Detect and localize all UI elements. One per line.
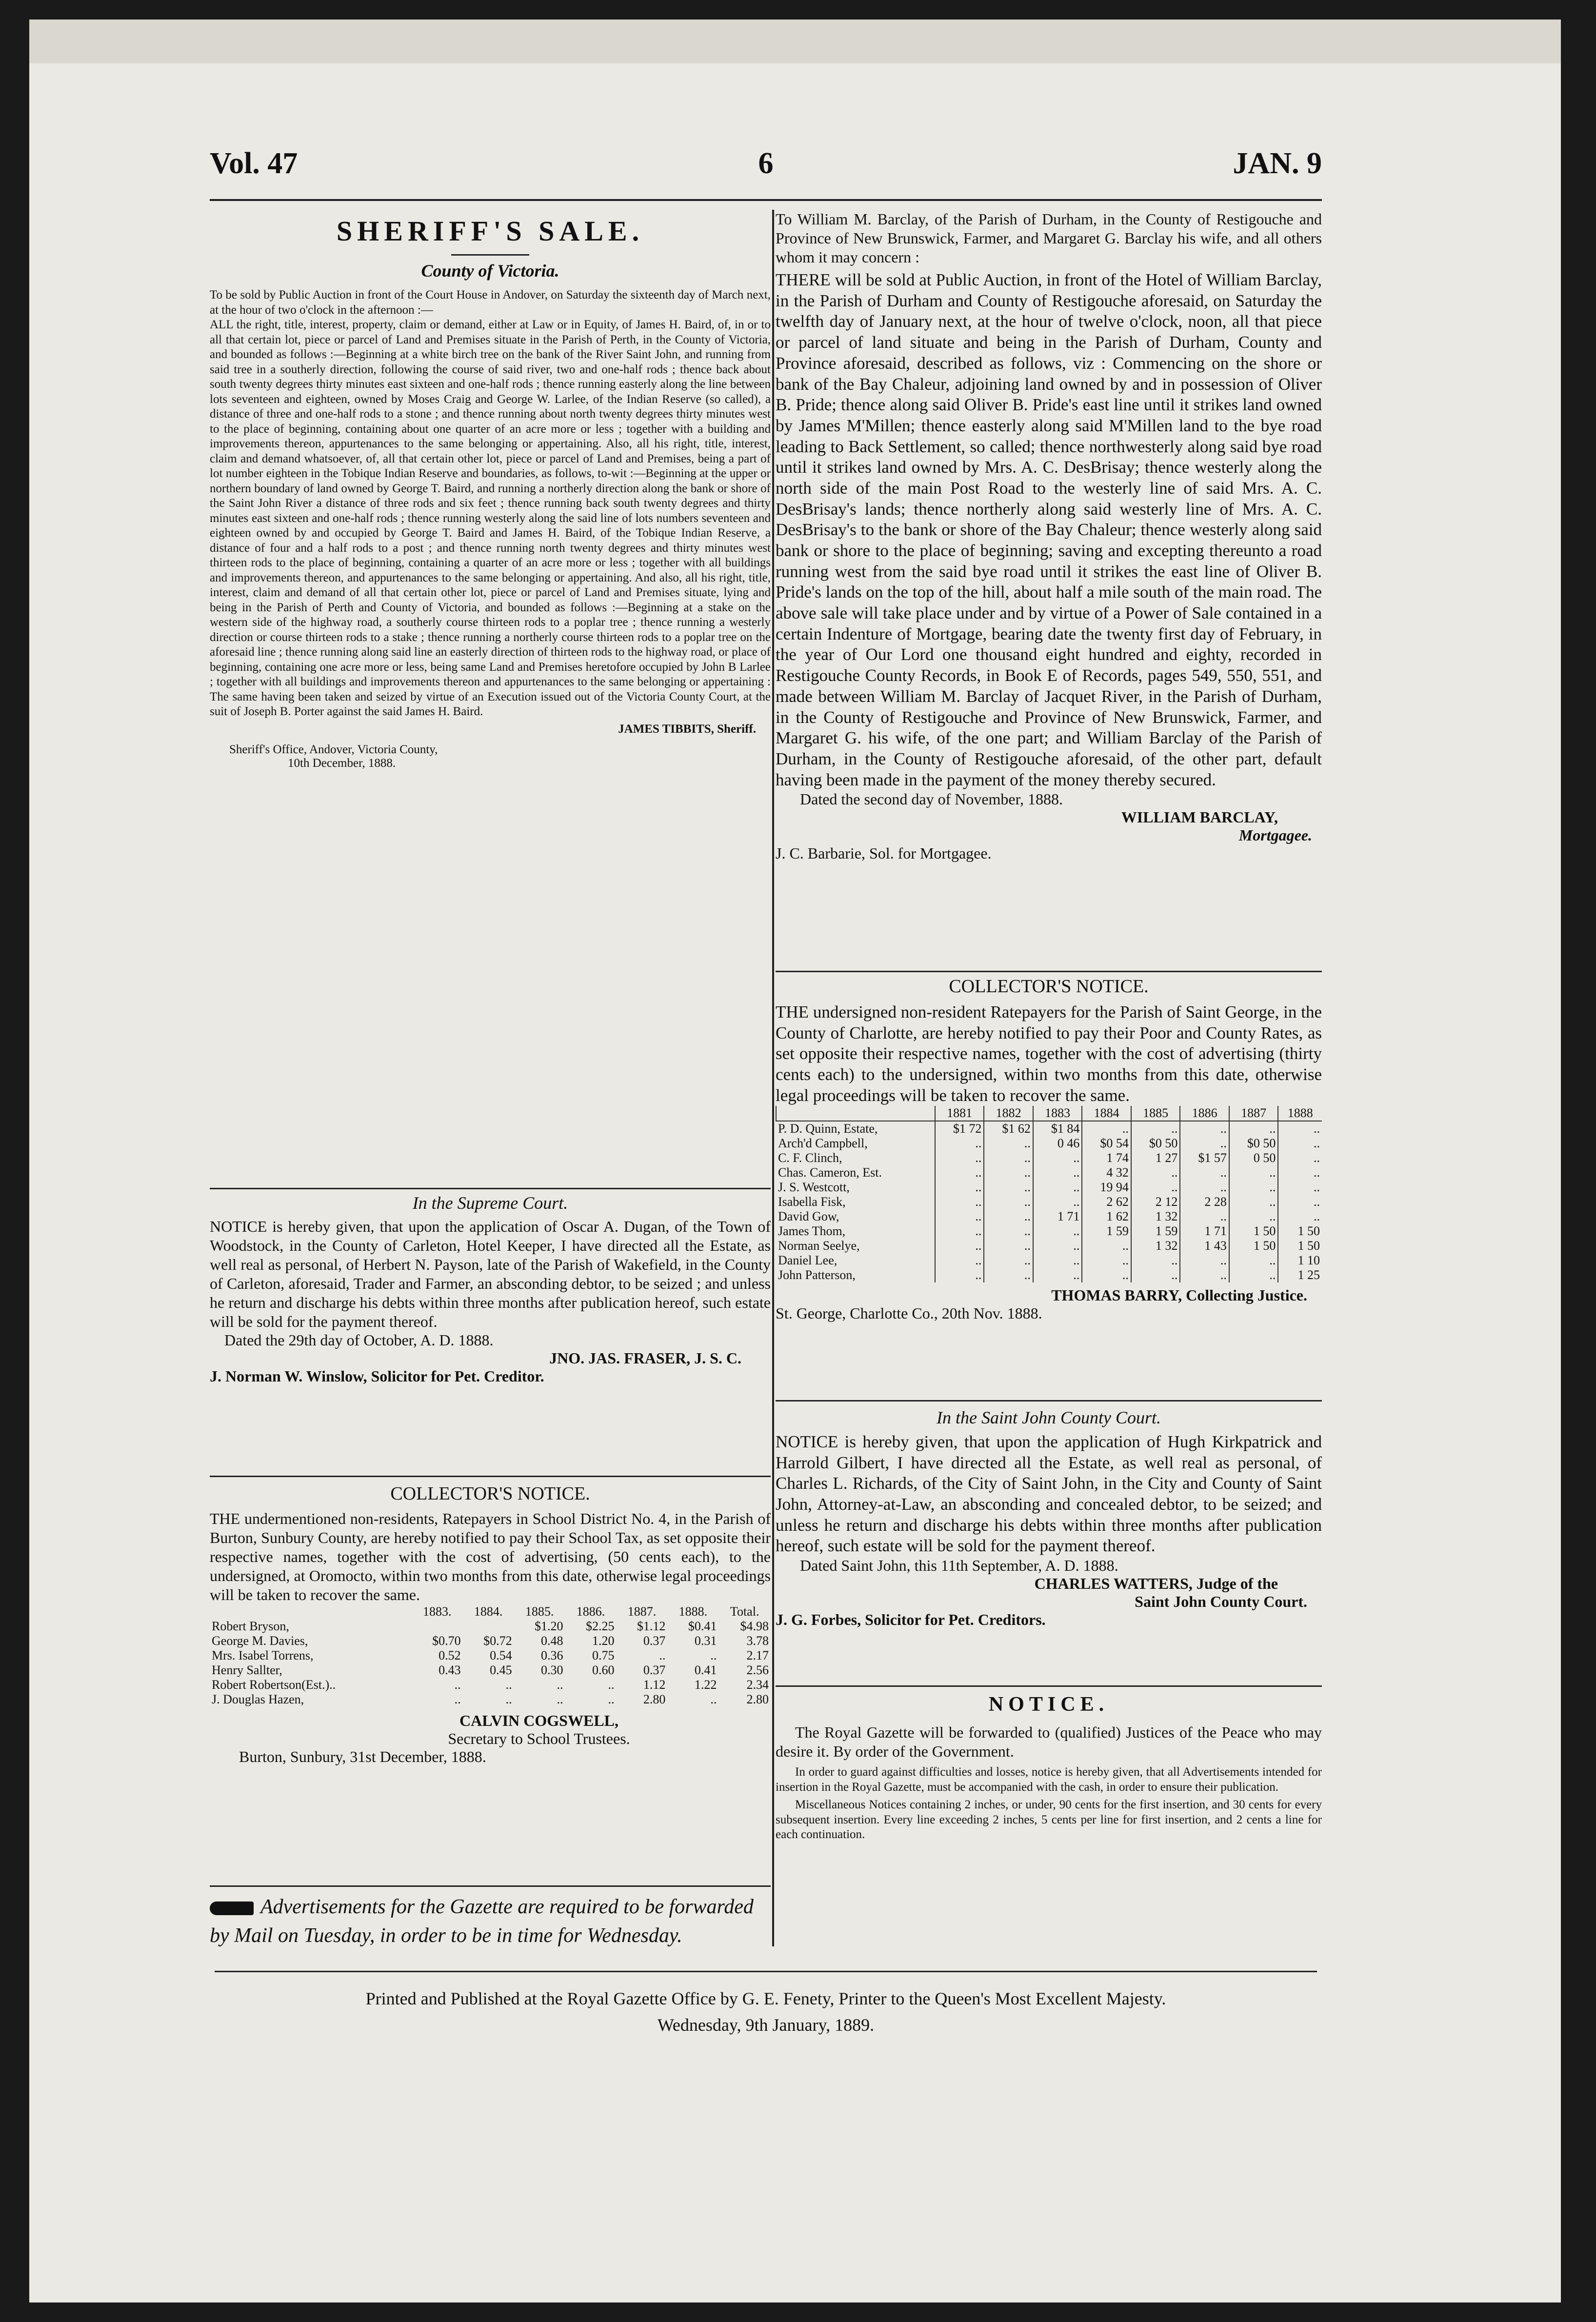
st-george-name-cell: J. S. Westcott, (778, 1180, 850, 1195)
mortgage-dated: Dated the second day of November, 1888. (800, 790, 1063, 808)
burton-name-cell: Robert Robertson(Est.).. (212, 1678, 336, 1692)
st-george-value-cell: .. (1229, 1195, 1278, 1209)
st-george-value-cell: .. (1131, 1180, 1180, 1195)
table-row (776, 1195, 1322, 1209)
mortgage-solicitor: J. C. Barbarie, Sol. for Mortgagee. (776, 844, 992, 862)
county-heading: County of Victoria. (421, 261, 559, 280)
saint-john-court: Saint John County Court. (1135, 1593, 1307, 1611)
st-george-value-cell: .. (1278, 1151, 1322, 1165)
burton-value-cell: 3.78 (746, 1634, 769, 1648)
footer-rule (215, 1971, 1317, 1972)
burton-tax-table (210, 1604, 771, 1707)
burton-value-cell: $0.70 (432, 1634, 461, 1648)
st-george-header-cell: 1882 (984, 1106, 1033, 1121)
gazette-notice-lead: The Royal Gazette will be forwarded to (qualified) Justices of the Peace who may desire it. By order of the Government. (776, 1723, 1322, 1761)
st-george-value-cell: .. (1033, 1268, 1082, 1282)
burton-header-cell: 1886. (576, 1604, 605, 1619)
sheriff-sale-notice (210, 210, 771, 1185)
pointing-hand-icon (210, 1902, 254, 1915)
st-george-value-cell: 1 50 (1229, 1224, 1278, 1239)
volume-label: Vol. 47 (210, 147, 298, 180)
sheriff-signature: JAMES TIBBITS, Sheriff. (618, 722, 756, 736)
burton-value-cell: .. (505, 1692, 512, 1707)
burton-value-cell: 2.80 (643, 1692, 666, 1707)
burton-value-cell: 0.48 (541, 1634, 563, 1648)
st-george-value-cell: .. (935, 1195, 984, 1209)
burton-value-cell: 0.31 (694, 1634, 717, 1648)
st-george-value-cell: $1 84 (1033, 1121, 1082, 1136)
burton-value-cell: .. (710, 1648, 717, 1663)
st-george-value-cell: .. (1278, 1136, 1322, 1151)
st-george-value-cell: 1 59 (1082, 1224, 1131, 1239)
st-george-value-cell: 1 50 (1278, 1224, 1322, 1239)
burton-header-cell: Total. (730, 1604, 759, 1619)
saint-john-court-heading: In the Saint John County Court. (937, 1408, 1161, 1427)
burton-value-cell: 0.36 (541, 1648, 563, 1663)
burton-value-cell: 1.22 (694, 1678, 717, 1692)
st-george-rates-table (776, 1106, 1322, 1282)
burton-value-cell: 1.20 (592, 1634, 615, 1648)
table-row (776, 1136, 1322, 1151)
burton-value-cell: $0.72 (483, 1634, 512, 1648)
collector-st-george-place: St. George, Charlotte Co., 20th Nov. 1888. (776, 1304, 1042, 1322)
st-george-name-cell: Chas. Cameron, Est. (778, 1165, 882, 1180)
mortgage-body: THERE will be sold at Public Auction, in front of the Hotel of William Barclay, in the Parish of Durham and County of Restigouche aforesaid, on Saturday the twelfth day of January next, at the hour of twelve o'clock, noon, all that piece or parcel of land situate and being in the Parish of Durham, County and Province aforesaid, described as follows, viz : Commencing on the shore or bank of the Bay Chaleur, adjoining land owned by and in possession of Oliver B. Pride; thence along said Oliver B. Pride's east line until it strikes land owned by James M'Millen; thence easterly along said M'Millen land to the bye road leading to Back Settlement, so called; thence northwesterly along said bye road until it strikes land owned by Mrs. A. C. DesBrisay; thence westerly along the north side of the main Post Road to the westerly line of said Mrs. A. C. DesBrisay's lands; thence northerly along said westerly line of Mrs. A. C. DesBrisay's to the bank or shore of the Bay Chaleur; thence westerly along said bank or shore to the place of beginning; saving and excepting thereunto a road running west from the said bye road until it strikes the east line of Oliver B. Pride's lands on the top of the hill, about half a mile south of the main road. The above sale will take place under and by virtue of a Power of Sale contained in a certain Indenture of Mortgage, bearing date the twenty first day of February, in the year of Our Lord one thousand eight hundred and eighty, recorded in Restigouche County Records, in Book E of Records, pages 549, 550, 551, and made between William M. Barclay of Jacquet River, in the Parish of Durham, in the County of Restigouche and Province of New Brunswick, Farmer, and Margaret G. his wife, of the one part; and William Barclay of the Parish of Durham, in the County of Restigouche aforesaid, of the other part, default having been made in the payment of the money thereby secured. (776, 270, 1322, 789)
table-row (776, 1121, 1322, 1136)
st-george-value-cell: 1 50 (1278, 1239, 1322, 1253)
burton-name-cell: Robert Bryson, (212, 1619, 289, 1634)
page-number: 6 (758, 147, 774, 180)
st-george-value-cell: .. (935, 1136, 984, 1151)
st-george-value-cell: .. (1033, 1253, 1082, 1268)
st-george-value-cell: .. (1033, 1165, 1082, 1180)
st-george-value-cell: .. (1180, 1121, 1229, 1136)
st-george-value-cell: 1 27 (1131, 1151, 1180, 1165)
st-george-value-cell: 2 62 (1082, 1195, 1131, 1209)
st-george-value-cell: .. (984, 1165, 1033, 1180)
st-george-value-cell: .. (1229, 1165, 1278, 1180)
st-george-header-cell: 1884 (1082, 1106, 1131, 1121)
st-george-value-cell: .. (1033, 1195, 1082, 1209)
table-row (776, 1180, 1322, 1195)
st-george-value-cell: .. (1180, 1165, 1229, 1180)
st-george-value-cell: .. (1180, 1253, 1229, 1268)
st-george-value-cell: .. (1180, 1180, 1229, 1195)
st-george-value-cell: .. (1229, 1209, 1278, 1224)
st-george-header-cell: 1888 (1278, 1106, 1322, 1121)
st-george-value-cell: .. (984, 1239, 1033, 1253)
supreme-court-dated: Dated the 29th day of October, A. D. 1888. (224, 1331, 494, 1349)
sheriff-body: ALL the right, title, interest, property, claim or demand, either at Law or in Equity, of James H. Baird, of, in or to all that certain lot, piece or parcel of Land and Premises situate in the Parish of Perth, in the County of Victoria, and bounded as follows :—Beginning at a white birch tree on the bank of the River Saint John, and running from said tree in a southerly direction, following the course of said river, two and one-half rods ; thence back about south twenty degrees thirty minutes east sixteen and one-half rods ; thence running easterly along the line between lots seventeen and eighteen, owned by Moses Craig and George W. Larlee, of the Indian Reserve (so called), a distance of three and one-half rods to a stone ; and thence running about north twenty degrees thirty minutes west to the place of beginning, containing about one quarter of an acre more or less ; together with a building and improvements thereon, appurtenances to the same belonging or appertaining. Also, all his right, title, interest, claim and demand whatsoever, of, all that certain other lot, piece or parcel of Land and Premises, being a part of lot number eighteen in the Tobique Indian Reserve and boundaries, as follows, to-wit :—Beginning at the upper or northern boundary of land owned by George T. Baird, and running a northerly direction along the bank or shore of the Saint John River a distance of three rods and six feet ; thence running back south twenty degrees and thirty minutes east sixteen and one-half rods ; thence running westerly along the said line of lots numbers seventeen and eighteen owned by and occupied by George T. Baird and James H. Baird, of the Tobique Indian Reserve, a distance of four and a half rods to a post ; and thence running north twenty degrees and thirty minutes west thirteen rods to the place of beginning, containing a quarter of an acre more or less ; together with all buildings and improvements thereon, and appurtenances to the same belonging or appertaining. And also, all his right, title, interest, claim and demand of all that certain other lot, piece or parcel of Land and Premises situate, lying and being in the Parish of Perth and County of Victoria, and bounded as follows :—Beginning at a stake on the western side of the highway road, a southerly course thirteen rods to a poplar tree ; thence running a westerly direction or course thirteen rods to a stake ; thence running a northerly course thirteen rods to a poplar tree on the aforesaid line ; thence running along said line an easterly direction of thirteen rods to the highway road, or place of beginning, containing one acre more or less, being same Land and Premises heretofore occupied by John B Larlee ; together with all buildings and improvements thereon and appurtenances to the same belonging or appertaining : The same having been taken and seized by virtue of an Execution issued out of the Victoria County Court, at the suit of Joseph B. Porter against the said James H. Baird. (210, 318, 771, 718)
table-row (776, 1268, 1322, 1282)
burton-name-cell: Mrs. Isabel Torrens, (212, 1648, 314, 1663)
table-row (210, 1663, 771, 1678)
burton-value-cell: 0.37 (643, 1634, 666, 1648)
section-rule (210, 1476, 771, 1477)
burton-value-cell: 0.45 (490, 1663, 512, 1678)
burton-header-cell: 1888. (678, 1604, 708, 1619)
burton-value-cell (463, 1619, 514, 1634)
st-george-value-cell: $0 54 (1082, 1136, 1131, 1151)
st-george-value-cell: .. (935, 1151, 984, 1165)
st-george-value-cell: 1 59 (1131, 1224, 1180, 1239)
left-column (210, 210, 771, 1956)
page-header (210, 146, 1322, 190)
st-george-value-cell: 1 74 (1082, 1151, 1131, 1165)
st-george-value-cell: .. (1082, 1121, 1131, 1136)
collector-burton-body: THE undermentioned non-residents, Ratepayers in School District No. 4, in the Parish of Burton, Sunbury County, are hereby notified to pay their School Tax, as set opposite their respective names, together with the cost of advertising, (50 cents each), to the undersigned, at Oromocto, within two months from this date, otherwise legal proceedings will be taken to recover the same. (210, 1510, 771, 1604)
sheriff-office-date: 10th December, 1888. (288, 756, 396, 770)
mortgage-sale-notice (776, 210, 1322, 951)
mortgagee-label: Mortgagee. (1238, 826, 1312, 844)
judge-signature: JNO. JAS. FRASER, J. S. C. (549, 1349, 741, 1367)
gazette-advert-terms: In order to guard against difficulties and losses, notice is hereby given, that all Advertisements intended for insertion in the Royal Gazette, must be accompanied with the cash, in order to ensure their publication. (776, 1765, 1322, 1794)
burton-name-cell: J. Douglas Hazen, (212, 1692, 304, 1707)
right-column (776, 210, 1322, 1956)
st-george-value-cell: .. (1278, 1165, 1322, 1180)
publication-date: Wednesday, 9th January, 1889. (657, 2015, 875, 2035)
st-george-value-cell: 1 71 (1033, 1209, 1082, 1224)
st-george-value-cell: $0 50 (1229, 1136, 1278, 1151)
st-george-value-cell: .. (984, 1180, 1033, 1195)
burton-value-cell: 2.80 (746, 1692, 769, 1707)
burton-header-cell: 1885. (525, 1604, 554, 1619)
st-george-value-cell: .. (984, 1151, 1033, 1165)
burton-header-cell: 1884. (474, 1604, 503, 1619)
burton-value-cell: 2.56 (746, 1663, 769, 1678)
st-george-value-cell: .. (1229, 1268, 1278, 1282)
burton-value-cell: $1.12 (637, 1619, 666, 1634)
st-george-name-cell: P. D. Quinn, Estate, (778, 1121, 878, 1136)
sheriff-intro: To be sold by Public Auction in front of the Court House in Andover, on Saturday the sixteenth day of March next, at the hour of two o'clock in the afternoon :— (210, 288, 771, 317)
page-edge-shadow (29, 20, 1561, 63)
st-george-value-cell: .. (984, 1224, 1033, 1239)
burton-value-cell: $1.20 (535, 1619, 563, 1634)
st-george-value-cell: .. (1082, 1239, 1131, 1253)
st-george-name-cell: David Gow, (778, 1209, 839, 1224)
table-row (210, 1634, 771, 1648)
table-row (776, 1239, 1322, 1253)
burton-value-cell: 0.30 (541, 1663, 563, 1678)
section-rule (210, 1188, 771, 1189)
advert-text: Advertisements for the Gazette are required to be forwarded by Mail on Tuesday, in order to be in time for Wednesday. (210, 1896, 754, 1947)
burton-value-cell: .. (608, 1692, 615, 1707)
burton-value-cell: .. (608, 1678, 615, 1692)
st-george-header-cell (776, 1106, 935, 1121)
st-george-value-cell: 0 50 (1229, 1151, 1278, 1165)
st-george-value-cell: .. (1033, 1224, 1082, 1239)
saint-john-court-notice (776, 1407, 1322, 1681)
column-divider (772, 210, 774, 1946)
burton-value-cell: .. (454, 1678, 461, 1692)
st-george-value-cell: .. (1278, 1195, 1322, 1209)
st-george-value-cell: 1 43 (1180, 1239, 1229, 1253)
st-george-value-cell: .. (984, 1253, 1033, 1268)
title-underline (451, 254, 529, 256)
st-george-value-cell: .. (935, 1253, 984, 1268)
saint-john-court-body: NOTICE is hereby given, that upon the application of Hugh Kirkpatrick and Harrold Gilbert, I have directed all the Estate, as well real as personal, of Charles L. Richards, of the City of Saint John, in the City and County of Saint John, Attorney-at-Law, an absconding and concealed debtor, to be seized; and unless he return and discharge his debts within three months after publication hereof, such estate will be sold for the payment thereof. (776, 1432, 1322, 1556)
st-george-value-cell: .. (1082, 1268, 1131, 1282)
st-george-name-cell: Daniel Lee, (778, 1253, 838, 1268)
collector-st-george-title: COLLECTOR'S NOTICE. (949, 976, 1149, 997)
burton-header-cell (210, 1604, 412, 1619)
st-george-value-cell: 19 94 (1082, 1180, 1131, 1195)
st-george-value-cell: .. (1082, 1253, 1131, 1268)
st-george-value-cell: .. (1131, 1121, 1180, 1136)
st-george-value-cell: .. (1229, 1180, 1278, 1195)
table-row (776, 1151, 1322, 1165)
section-rule (776, 971, 1322, 972)
st-george-value-cell: 1 25 (1278, 1268, 1322, 1282)
st-george-value-cell: $0 50 (1131, 1136, 1180, 1151)
burton-value-cell (412, 1619, 463, 1634)
table-row (776, 1209, 1322, 1224)
table-row (210, 1692, 771, 1707)
burton-value-cell: .. (557, 1692, 563, 1707)
table-row (210, 1648, 771, 1663)
st-george-value-cell: .. (935, 1180, 984, 1195)
st-george-value-cell: $1 72 (935, 1121, 984, 1136)
table-row (776, 1165, 1322, 1180)
st-george-value-cell: .. (984, 1268, 1033, 1282)
burton-value-cell: 0.37 (643, 1663, 666, 1678)
saint-john-judge: CHARLES WATTERS, Judge of the (1034, 1575, 1278, 1593)
burton-value-cell: 2.17 (746, 1648, 769, 1663)
st-george-value-cell: 4 32 (1082, 1165, 1131, 1180)
st-george-value-cell: .. (984, 1209, 1033, 1224)
burton-value-cell: 0.75 (592, 1648, 615, 1663)
st-george-value-cell: .. (1229, 1121, 1278, 1136)
burton-value-cell: $0.41 (688, 1619, 717, 1634)
collector-burton-signature: CALVIN COGSWELL, (459, 1712, 618, 1730)
burton-value-cell: 2.34 (746, 1678, 769, 1692)
st-george-header-cell: 1885 (1131, 1106, 1180, 1121)
burton-value-cell: .. (710, 1692, 717, 1707)
burton-value-cell: $2.25 (585, 1619, 615, 1634)
burton-value-cell: .. (505, 1678, 512, 1692)
collector-burton-title: COLLECTOR'S NOTICE. (390, 1483, 590, 1504)
supreme-court-notice (210, 1193, 771, 1476)
sheriff-office-line: Sheriff's Office, Andover, Victoria County, (229, 742, 438, 756)
st-george-name-cell: Arch'd Campbell, (778, 1136, 868, 1151)
burton-value-cell: 0.41 (694, 1663, 717, 1678)
burton-value-cell: .. (454, 1692, 461, 1707)
st-george-value-cell: 1 10 (1278, 1253, 1322, 1268)
st-george-value-cell: .. (935, 1165, 984, 1180)
st-george-value-cell: .. (935, 1209, 984, 1224)
st-george-value-cell: .. (1278, 1209, 1322, 1224)
st-george-value-cell: .. (935, 1268, 984, 1282)
header-rule (210, 199, 1322, 201)
st-george-name-cell: Norman Seelye, (778, 1239, 860, 1253)
st-george-name-cell: John Patterson, (778, 1268, 856, 1282)
supreme-court-heading: In the Supreme Court. (412, 1193, 568, 1213)
st-george-value-cell: 1 62 (1082, 1209, 1131, 1224)
table-row (776, 1253, 1322, 1268)
st-george-value-cell: .. (1033, 1180, 1082, 1195)
st-george-value-cell: .. (1131, 1268, 1180, 1282)
issue-date: JAN. 9 (1233, 147, 1322, 180)
collector-st-george-signature: THOMAS BARRY, Collecting Justice. (1051, 1286, 1307, 1304)
st-george-value-cell: .. (1278, 1121, 1322, 1136)
st-george-value-cell: .. (1033, 1151, 1082, 1165)
burton-value-cell: 0.43 (439, 1663, 461, 1678)
table-row (776, 1224, 1322, 1239)
gazette-notice-title: NOTICE. (988, 1693, 1109, 1716)
burton-value-cell: 0.52 (439, 1648, 461, 1663)
st-george-value-cell: 1 32 (1131, 1239, 1180, 1253)
collector-burton-place: Burton, Sunbury, 31st December, 1888. (239, 1748, 486, 1766)
st-george-name-cell: James Thom, (778, 1224, 846, 1239)
st-george-name-cell: Isabella Fisk, (778, 1195, 846, 1209)
burton-value-cell: .. (557, 1678, 563, 1692)
table-row (210, 1678, 771, 1692)
burton-value-cell: 1.12 (643, 1678, 666, 1692)
st-george-value-cell: 2 12 (1131, 1195, 1180, 1209)
saint-john-dated: Dated Saint John, this 11th September, A. D. 1888. (800, 1557, 1118, 1575)
burton-value-cell: .. (659, 1648, 666, 1663)
st-george-value-cell: .. (935, 1224, 984, 1239)
st-george-value-cell: .. (1180, 1209, 1229, 1224)
printer-line: Printed and Published at the Royal Gazette Office by G. E. Fenety, Printer to the Queen's Most Excellent Majesty. (365, 1989, 1166, 2008)
mortgage-address: To William M. Barclay, of the Parish of Durham, in the County of Restigouche and Province of New Brunswick, Farmer, and Margaret G. Barclay his wife, and all others whom it may concern : (776, 210, 1322, 266)
gazette-notice (776, 1693, 1322, 1946)
collector-notice-st-george (776, 976, 1322, 1395)
st-george-value-cell: 1 32 (1131, 1209, 1180, 1224)
table-row (210, 1619, 771, 1634)
gazette-advert-rates: Miscellaneous Notices containing 2 inches, or under, 90 cents for the first insertion, and 30 cents for every subsequent insertion. Every line exceeding 2 inches, 5 cents per line for first insertion, and 2 cents a line for each continuation. (776, 1798, 1322, 1842)
st-george-value-cell: $1 62 (984, 1121, 1033, 1136)
collector-st-george-body: THE undersigned non-resident Ratepayers for the Parish of Saint George, in the County of Charlotte, are hereby notified to pay their Poor and County Rates, as set opposite their respective names, together with the cost of advertising (thirty cents each) to the undersigned, within two months from this date, otherwise legal proceedings will be taken to recover the same. (776, 1002, 1322, 1105)
burton-value-cell: 0.54 (490, 1648, 512, 1663)
st-george-value-cell: .. (984, 1195, 1033, 1209)
collector-burton-role: Secretary to School Trustees. (448, 1730, 630, 1748)
st-george-value-cell: 1 71 (1180, 1224, 1229, 1239)
supreme-court-body: NOTICE is hereby given, that upon the application of Oscar A. Dugan, of the Town of Woodstock, in the County of Carleton, Hotel Keeper, I have directed all the Estate, as well real as personal, of Herbert N. Payson, late of the Parish of Wakefield, in the County of Carleton, aforesaid, Trader and Farmer, an absconding debtor, to be seized ; and unless he return and discharge his debts within three months after publication hereof, such estate will be sold for the payment thereof. (210, 1218, 771, 1331)
st-george-value-cell: .. (1131, 1165, 1180, 1180)
section-rule (210, 1885, 771, 1887)
st-george-value-cell: .. (935, 1239, 984, 1253)
st-george-header-cell: 1881 (935, 1106, 984, 1121)
supreme-solicitor: J. Norman W. Winslow, Solicitor for Pet. Creditor. (210, 1367, 544, 1385)
st-george-value-cell: $1 57 (1180, 1151, 1229, 1165)
st-george-value-cell: 1 50 (1229, 1239, 1278, 1253)
section-rule (776, 1400, 1322, 1401)
burton-header-cell: 1887. (627, 1604, 657, 1619)
st-george-header-cell: 1887 (1229, 1106, 1278, 1121)
st-george-value-cell: .. (1131, 1253, 1180, 1268)
advert-notice (210, 1893, 771, 1956)
st-george-value-cell: .. (1278, 1180, 1322, 1195)
sheriff-sale-title: SHERIFF'S SALE. (336, 215, 644, 247)
st-george-header-cell: 1886 (1180, 1106, 1229, 1121)
st-george-value-cell: 2 28 (1180, 1195, 1229, 1209)
burton-value-cell: 0.60 (592, 1663, 615, 1678)
section-rule (776, 1685, 1322, 1687)
mortgage-signature: WILLIAM BARCLAY, (1121, 808, 1278, 826)
burton-name-cell: George M. Davies, (212, 1634, 308, 1648)
collector-notice-burton (210, 1483, 771, 1883)
st-george-value-cell: .. (1180, 1136, 1229, 1151)
st-george-value-cell: .. (1033, 1239, 1082, 1253)
st-george-value-cell: 0 46 (1033, 1136, 1082, 1151)
st-george-header-cell: 1883 (1033, 1106, 1082, 1121)
st-george-name-cell: C. F. Clinch, (778, 1151, 842, 1165)
page-footer (210, 1985, 1322, 2038)
st-george-value-cell: .. (1229, 1253, 1278, 1268)
burton-header-cell: 1883. (422, 1604, 452, 1619)
burton-value-cell: $4.98 (740, 1619, 769, 1634)
saint-john-solicitor: J. G. Forbes, Solicitor for Pet. Creditors. (776, 1611, 1046, 1629)
burton-name-cell: Henry Sallter, (212, 1663, 282, 1678)
st-george-value-cell: .. (1180, 1268, 1229, 1282)
st-george-value-cell: .. (984, 1136, 1033, 1151)
